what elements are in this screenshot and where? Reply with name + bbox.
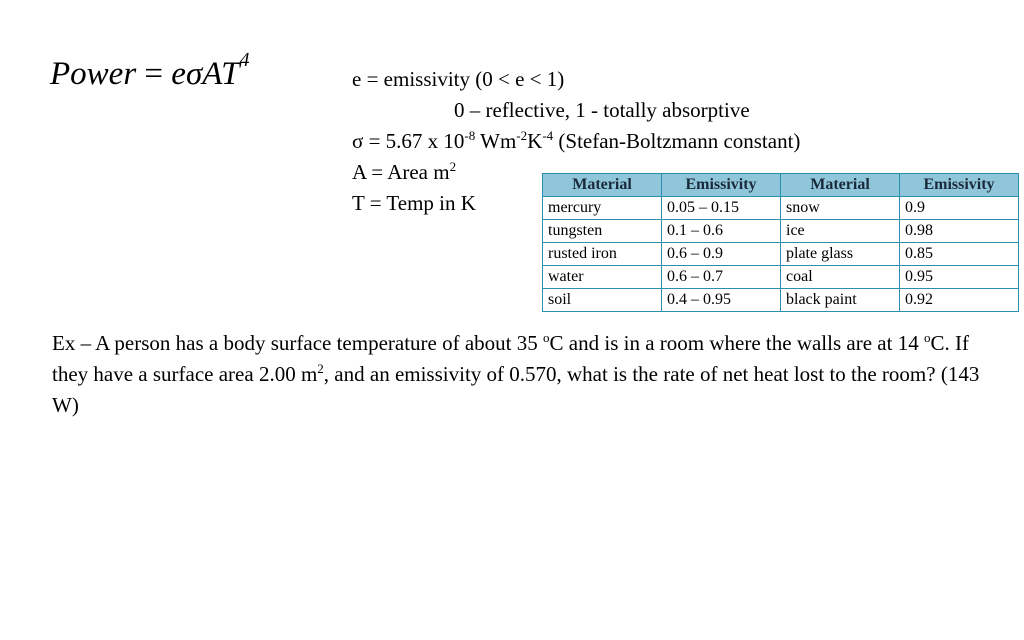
emissivity-definition: e = emissivity (0 < e < 1) [352, 67, 565, 91]
table-cell: 0.85 [900, 243, 1019, 266]
table-cell: black paint [781, 289, 900, 312]
formula-equals: = [144, 56, 164, 92]
example-text-4: , and an emissivity of 0.570, what is the rate of net heat lost to the room? (143 W) [52, 362, 980, 417]
formula-exponent: 4 [239, 49, 250, 71]
table-row [543, 266, 1019, 289]
table-cell: 0.05 – 0.15 [662, 197, 781, 220]
table-cell: 0.6 – 0.9 [662, 243, 781, 266]
degree-symbol: o [543, 330, 550, 345]
table-cell: snow [781, 197, 900, 220]
table-cell: plate glass [781, 243, 900, 266]
table-cell: 0.4 – 0.95 [662, 289, 781, 312]
formula-lhs: Power [50, 56, 137, 92]
table-header-row [543, 174, 1019, 197]
example-text-3: C. If they have a surface area 2.00 m [52, 331, 969, 386]
column-header: Emissivity [900, 174, 1019, 197]
table-row [543, 289, 1019, 312]
degree-symbol: o [923, 330, 931, 345]
table-cell: mercury [543, 197, 662, 220]
stefan-boltzmann-formula [50, 49, 250, 93]
table-row [543, 197, 1019, 220]
table-cell: ice [781, 220, 900, 243]
example-text-2: C and is in a room where the walls are at 14 [549, 331, 924, 355]
table-cell: rusted iron [543, 243, 662, 266]
table-cell: 0.6 – 0.7 [662, 266, 781, 289]
sigma-unit-1: Wm [475, 129, 517, 153]
sigma-definition [352, 126, 800, 157]
sigma-prefix: σ = 5.67 x 10 [352, 129, 465, 153]
sigma-exponent-2: -2 [516, 128, 528, 143]
table-cell: water [543, 266, 662, 289]
temperature-definition: T = Temp in K [352, 191, 476, 215]
emissivity-table [542, 173, 1019, 312]
column-header: Material [543, 174, 662, 197]
example-text-1: Ex – A person has a body surface temperature of about 35 [52, 331, 544, 355]
squared-symbol: 2 [317, 361, 324, 376]
column-header: Material [781, 174, 900, 197]
formula-rhs: eσAT [171, 56, 240, 92]
sigma-suffix: (Stefan-Boltzmann constant) [553, 129, 801, 153]
table-cell: 0.92 [900, 289, 1019, 312]
table-cell: soil [543, 289, 662, 312]
table-cell: 0.95 [900, 266, 1019, 289]
table-cell: 0.1 – 0.6 [662, 220, 781, 243]
table-cell: 0.9 [900, 197, 1019, 220]
sigma-exponent-1: -8 [464, 128, 476, 143]
sigma-exponent-3: -4 [542, 128, 554, 143]
area-exponent: 2 [449, 159, 457, 174]
sigma-unit-2: K [527, 129, 543, 153]
emissivity-range: 0 – reflective, 1 - totally absorptive [454, 98, 750, 122]
table-cell: coal [781, 266, 900, 289]
table-row [543, 220, 1019, 243]
table-row [543, 243, 1019, 266]
table-cell: 0.98 [900, 220, 1019, 243]
column-header: Emissivity [662, 174, 781, 197]
area-prefix: A = Area m [352, 160, 450, 184]
example-problem [52, 328, 982, 421]
table-cell: tungsten [543, 220, 662, 243]
